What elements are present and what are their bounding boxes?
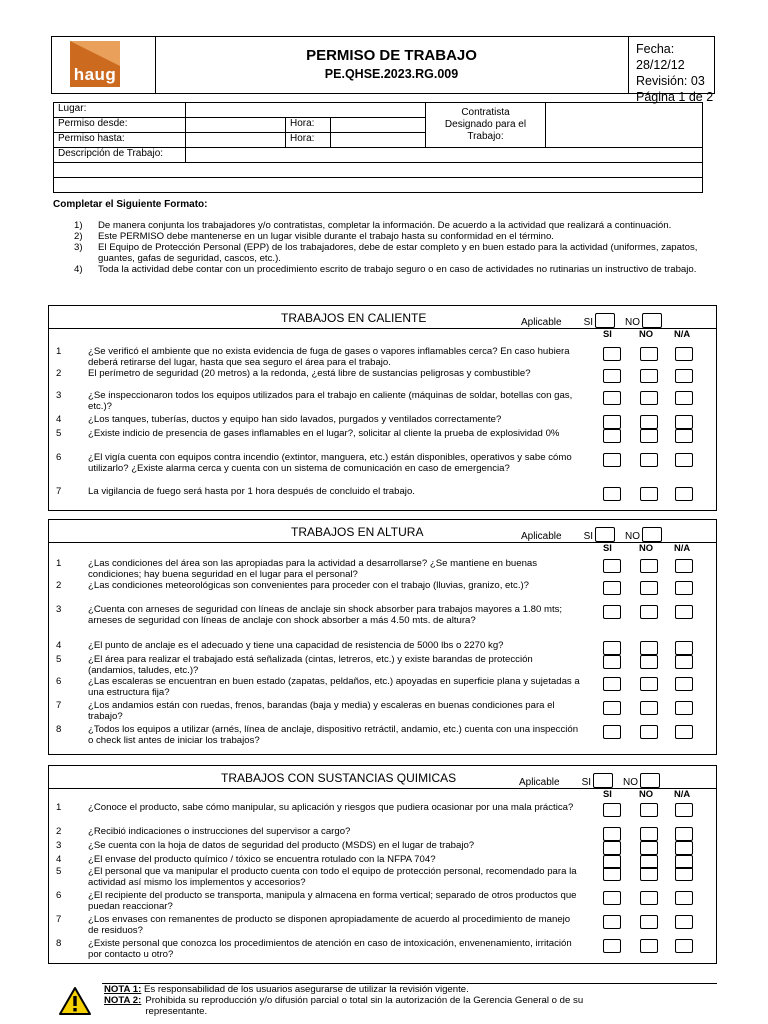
checkbox-na[interactable] xyxy=(675,655,693,669)
document-meta xyxy=(636,41,714,105)
nota-1-label: NOTA 1: xyxy=(104,984,142,995)
aplicable-no-checkbox[interactable] xyxy=(640,773,660,788)
question-text: ¿Se cuenta con la hoja de datos de seguridad del producto (MSDS) en el lugar de trabajo? xyxy=(88,840,475,851)
document-header xyxy=(51,36,715,104)
question-number: 6 xyxy=(56,452,62,463)
question-text: ¿Existe indicio de presencia de gases inflamables en el lugar?, solicitar al cliente la prueba de explosividad 0% xyxy=(88,428,560,439)
col-si-header: SI xyxy=(603,328,612,339)
instruction-item xyxy=(74,220,718,231)
checkbox-na[interactable] xyxy=(675,453,693,467)
col-no-header: NO xyxy=(639,542,654,553)
permiso-hasta-field[interactable] xyxy=(186,133,286,148)
permiso-hasta-label: Permiso hasta: xyxy=(54,133,186,148)
question-number: 8 xyxy=(56,938,62,949)
question-text: ¿Los envases con remanentes de producto se disponen apropiadamente de acuerdo al procedimiento de manejo de residuos? xyxy=(88,914,571,936)
hora-hasta-label: Hora: xyxy=(286,133,331,148)
nota-1 xyxy=(104,984,615,995)
col-no-header: NO xyxy=(639,788,654,799)
checkbox-na[interactable] xyxy=(675,487,693,501)
checkbox-no[interactable] xyxy=(640,453,658,467)
aplicable-no-label: NO xyxy=(625,531,641,542)
instruction-item xyxy=(74,231,718,242)
checkbox-si[interactable] xyxy=(603,605,621,619)
section-3 xyxy=(48,765,717,964)
checkbox-na[interactable] xyxy=(675,581,693,595)
question-number: 7 xyxy=(56,700,62,711)
checkbox-na[interactable] xyxy=(675,827,693,841)
descripcion-label: Descripción de Trabajo: xyxy=(54,148,186,163)
checkbox-si[interactable] xyxy=(603,559,621,573)
section-title: TRABAJOS CON SUSTANCIAS QUIMICAS xyxy=(221,771,457,785)
aplicable-label: Aplicable xyxy=(521,531,562,542)
col-no-header: NO xyxy=(639,328,654,339)
checkbox-no[interactable] xyxy=(640,891,658,905)
aplicable-no-checkbox[interactable] xyxy=(642,527,662,542)
checkbox-na[interactable] xyxy=(675,701,693,715)
checkbox-si[interactable] xyxy=(603,429,621,443)
question-number: 5 xyxy=(56,866,62,877)
company-logo xyxy=(70,41,120,87)
col-na-header: N/A xyxy=(674,788,691,799)
nota-2-label: NOTA 2: xyxy=(104,995,142,1006)
checkbox-si[interactable] xyxy=(603,415,621,429)
col-na-header: N/A xyxy=(674,542,691,553)
question-text: La vigilancia de fuego será hasta por 1 hora después de concluido el trabajo. xyxy=(88,486,415,497)
checkbox-no[interactable] xyxy=(640,641,658,655)
checkbox-no[interactable] xyxy=(640,939,658,953)
question-number: 5 xyxy=(56,428,62,439)
checkbox-si[interactable] xyxy=(603,841,621,855)
instruction-text: Toda la actividad debe contar con un procedimiento escrito de trabajo seguro o en caso de actividades no rutinarias un instructivo de trabajo. xyxy=(98,264,697,275)
question-number: 6 xyxy=(56,676,62,687)
checkbox-na[interactable] xyxy=(675,369,693,383)
permiso-desde-field[interactable] xyxy=(186,118,286,133)
checkbox-si[interactable] xyxy=(603,641,621,655)
checkbox-no[interactable] xyxy=(640,655,658,669)
logo-cell xyxy=(52,37,156,93)
checkbox-no[interactable] xyxy=(640,915,658,929)
instructions-list xyxy=(74,220,718,275)
question-text: ¿Recibió indicaciones o instrucciones del supervisor a cargo? xyxy=(88,826,351,837)
question-text: ¿Las condiciones meteorológicas son convenientes para proceder con el trabajo (lluvias, granizo, etc.)? xyxy=(88,580,530,591)
instructions-title: Completar el Siguiente Formato: xyxy=(53,199,208,210)
instruction-number: 1) xyxy=(74,220,83,231)
instruction-text: El Equipo de Protección Personal (EPP) de los trabajadores, debe de estar completo y en buen estado para la actividad (uniformes, zapatos, guantes, gafas de seguridad, cascos, etc.). xyxy=(98,242,698,264)
checkbox-na[interactable] xyxy=(675,347,693,361)
section-header xyxy=(49,766,716,789)
footer-notes xyxy=(104,984,615,1017)
checkbox-na[interactable] xyxy=(675,803,693,817)
lugar-label: Lugar: xyxy=(54,103,186,118)
question-number: 1 xyxy=(56,558,62,569)
checkbox-no[interactable] xyxy=(640,369,658,383)
checkbox-si[interactable] xyxy=(603,939,621,953)
nota-2 xyxy=(104,995,615,1017)
question-text: ¿Existe personal que conozca los procedimientos de atención en caso de intoxicación, envenenamiento, irritación por contacto u otro? xyxy=(88,938,572,960)
checkbox-si[interactable] xyxy=(603,827,621,841)
question-number: 2 xyxy=(56,368,62,379)
checkbox-no[interactable] xyxy=(640,559,658,573)
descripcion-line-2[interactable] xyxy=(54,163,703,178)
hora-desde-field[interactable] xyxy=(331,118,426,133)
instruction-number: 4) xyxy=(74,264,83,275)
checkbox-no[interactable] xyxy=(640,429,658,443)
aplicable-si-checkbox[interactable] xyxy=(593,773,613,788)
checkbox-si[interactable] xyxy=(603,655,621,669)
checkbox-no[interactable] xyxy=(640,415,658,429)
checkbox-no[interactable] xyxy=(640,487,658,501)
checkbox-na[interactable] xyxy=(675,605,693,619)
permiso-desde-label: Permiso desde: xyxy=(54,118,186,133)
question-number: 4 xyxy=(56,854,62,865)
question-number: 1 xyxy=(56,802,62,813)
logo-fold xyxy=(70,41,120,66)
checkbox-si[interactable] xyxy=(603,803,621,817)
checkbox-na[interactable] xyxy=(675,677,693,691)
question-text: ¿Se verificó el ambiente que no exista evidencia de fuga de gases o vapores inflamables cerca? En caso hubiera deberá retirarse del lugar, hasta que sea seguro el área para el trabajo. xyxy=(88,346,570,368)
checkbox-na[interactable] xyxy=(675,429,693,443)
aplicable-si-label: SI xyxy=(583,531,594,542)
col-si-header: SI xyxy=(603,788,612,799)
question-number: 6 xyxy=(56,890,62,901)
checkbox-no[interactable] xyxy=(640,605,658,619)
question-text: ¿Los tanques, tuberías, ductos y equipo han sido lavados, purgados y ventilados correctamente? xyxy=(88,414,502,425)
question-number: 4 xyxy=(56,414,62,425)
checkbox-si[interactable] xyxy=(603,391,621,405)
question-text: ¿El punto de anclaje es el adecuado y tiene una capacidad de resistencia de 5000 lbs o 2270 kg? xyxy=(88,640,504,651)
logo-text: haug xyxy=(73,65,117,84)
checkbox-na[interactable] xyxy=(675,641,693,655)
nota-2-text: Prohibida su reproducción y/o difusión parcial o total sin la autorización de la Gerencia General o de su representante. xyxy=(145,995,584,1017)
title-cell xyxy=(155,37,629,93)
question-text: ¿El personal que va manipular el producto cuenta con todo el equipo de protección personal, recomendado para la actividad así mismo los implementos y accesorios? xyxy=(88,866,577,888)
checkbox-no[interactable] xyxy=(640,701,658,715)
question-number: 3 xyxy=(56,840,62,851)
checkbox-si[interactable] xyxy=(603,347,621,361)
contratista-field[interactable] xyxy=(546,103,703,148)
pagina: Página 1 de 2 xyxy=(636,90,714,104)
instruction-item xyxy=(74,264,718,275)
question-number: 7 xyxy=(56,914,62,925)
section-2 xyxy=(48,519,717,755)
instruction-number: 3) xyxy=(74,242,83,253)
question-number: 3 xyxy=(56,390,62,401)
checkbox-no[interactable] xyxy=(640,841,658,855)
aplicable-label: Aplicable xyxy=(521,317,562,328)
section-header xyxy=(49,306,716,329)
checkbox-na[interactable] xyxy=(675,891,693,905)
hora-desde-label: Hora: xyxy=(286,118,331,133)
checkbox-si[interactable] xyxy=(603,891,621,905)
section-title: TRABAJOS EN CALIENTE xyxy=(281,311,427,325)
question-text: ¿El recipiente del producto se transporta, manipula y almacena en forma vertical; separado de otros productos que puedan reaccionar? xyxy=(88,890,577,912)
checkbox-no[interactable] xyxy=(640,867,658,881)
aplicable-no-checkbox[interactable] xyxy=(642,313,662,328)
checkbox-na[interactable] xyxy=(675,867,693,881)
question-text: El perímetro de seguridad (20 metros) a la redonda, ¿está libre de sustancias peligrosas y combustible? xyxy=(88,368,531,379)
aplicable-label: Aplicable xyxy=(519,777,560,788)
question-number: 5 xyxy=(56,654,62,665)
question-number: 8 xyxy=(56,724,62,735)
document-title: PERMISO DE TRABAJO xyxy=(306,47,477,64)
checkbox-si[interactable] xyxy=(603,369,621,383)
aplicable-si-checkbox[interactable] xyxy=(595,313,615,328)
checkbox-na[interactable] xyxy=(675,391,693,405)
question-number: 2 xyxy=(56,580,62,591)
question-text: ¿Las escaleras se encuentran en buen estado (zapatas, peldaños, etc.) apoyadas en superficie plana y sujetadas a una estructura fija? xyxy=(88,676,580,698)
instruction-text: De manera conjunta los trabajadores y/o contratistas, completar la información. De acuerdo a la actividad que realizará a continuación. xyxy=(98,220,672,231)
checkbox-no[interactable] xyxy=(640,677,658,691)
question-text: ¿Se inspeccionaron todos los equipos utilizados para el trabajo en caliente (máquinas de soldar, botellas con gas, etc.)? xyxy=(88,390,573,412)
descripcion-field[interactable] xyxy=(186,148,703,163)
question-text: ¿Todos los equipos a utilizar (arnés, línea de anclaje, dispositivo retráctil, andamio, etc.) cuenta con una inspección o check list antes de iniciar los trabajos? xyxy=(88,724,579,746)
question-text: ¿Conoce el producto, sabe cómo manipular, su aplicación y riesgos que pudiera ocasionar por una mala práctica? xyxy=(88,802,574,813)
question-text: ¿Cuenta con arneses de seguridad con líneas de anclaje sin shock absorber para trabajos mayores a 1.80 mts; arneses de seguridad con líneas de anclaje con shock absorber a más 4.50 mts. de altura? xyxy=(88,604,563,626)
checkbox-no[interactable] xyxy=(640,391,658,405)
section-title: TRABAJOS EN ALTURA xyxy=(291,525,424,539)
checkbox-si[interactable] xyxy=(603,915,621,929)
aplicable-group xyxy=(521,527,662,542)
checkbox-no[interactable] xyxy=(640,725,658,739)
checkbox-na[interactable] xyxy=(675,559,693,573)
section-1 xyxy=(48,305,717,511)
section-header xyxy=(49,520,716,543)
checkbox-si[interactable] xyxy=(603,867,621,881)
col-si-header: SI xyxy=(603,542,612,553)
fecha: Fecha: 28/12/12 xyxy=(636,42,685,72)
checkbox-na[interactable] xyxy=(675,841,693,855)
aplicable-si-label: SI xyxy=(581,777,592,788)
question-text: ¿El vigía cuenta con equipos contra incendio (extintor, manguera, etc.) están disponibles, operativos y sabe cómo utilizarlo? ¿Existe alarma cerca y cuenta con un sistema de comunicación en caso de emergencia? xyxy=(88,452,572,474)
question-text: ¿Los andamios están con ruedas, frenos, barandas (baja y media) y escaleras en buenas condiciones para el trabajo? xyxy=(88,700,555,722)
instruction-text: Este PERMISO debe mantenerse en un lugar visible durante el trabajo hasta su conformidad en el término. xyxy=(98,231,554,242)
info-grid xyxy=(53,102,703,193)
question-number: 2 xyxy=(56,826,62,837)
warning-icon xyxy=(58,986,92,1021)
checkbox-si[interactable] xyxy=(603,453,621,467)
checkbox-na[interactable] xyxy=(675,915,693,929)
aplicable-si-checkbox[interactable] xyxy=(595,527,615,542)
instruction-number: 2) xyxy=(74,231,83,242)
checkbox-na[interactable] xyxy=(675,725,693,739)
checkbox-si[interactable] xyxy=(603,581,621,595)
instruction-item xyxy=(74,242,718,264)
aplicable-no-label: NO xyxy=(623,777,639,788)
descripcion-line-3[interactable] xyxy=(54,178,703,193)
checkbox-na[interactable] xyxy=(675,939,693,953)
checkbox-si[interactable] xyxy=(603,487,621,501)
aplicable-group xyxy=(519,773,660,788)
question-number: 7 xyxy=(56,486,62,497)
aplicable-no-label: NO xyxy=(625,317,641,328)
checkbox-si[interactable] xyxy=(603,725,621,739)
question-text: ¿Las condiciones del área son las apropiadas para la actividad a desarrollarse? ¿Se mantiene en buenas condiciones; hay buena seguridad en el lugar para el personal? xyxy=(88,558,538,580)
contratista-label: Contratista Designado para el Trabajo: xyxy=(426,103,546,148)
col-na-header: N/A xyxy=(674,328,691,339)
lugar-field[interactable] xyxy=(186,103,426,118)
checkbox-no[interactable] xyxy=(640,347,658,361)
checkbox-si[interactable] xyxy=(603,701,621,715)
question-text: ¿El área para realizar el trabajado está señalizada (cintas, letreros, etc.) y existe barandas de protección (andamios, taludes, etc.)? xyxy=(88,654,533,676)
aplicable-si-label: SI xyxy=(583,317,594,328)
hora-hasta-field[interactable] xyxy=(331,133,426,148)
question-number: 3 xyxy=(56,604,62,615)
revision: Revisión: 03 xyxy=(636,74,705,88)
checkbox-si[interactable] xyxy=(603,677,621,691)
checkbox-no[interactable] xyxy=(640,581,658,595)
question-text: ¿El envase del producto químico / tóxico se encuentra rotulado con la NFPA 704? xyxy=(88,854,436,865)
checkbox-na[interactable] xyxy=(675,415,693,429)
question-number: 4 xyxy=(56,640,62,651)
aplicable-group xyxy=(521,313,662,328)
checkbox-no[interactable] xyxy=(640,827,658,841)
checkbox-no[interactable] xyxy=(640,803,658,817)
nota-1-text: Es responsabilidad de los usuarios asegurarse de utilizar la revisión vigente. xyxy=(143,984,469,995)
document-code: PE.QHSE.2023.RG.009 xyxy=(324,67,459,81)
question-number: 1 xyxy=(56,346,62,357)
